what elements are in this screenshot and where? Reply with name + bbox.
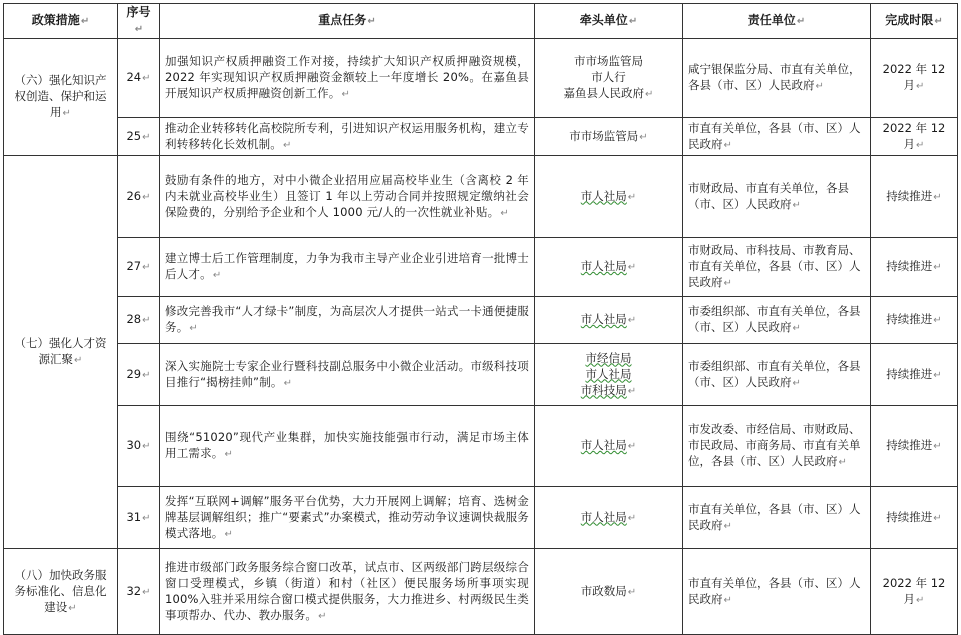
table-row (4, 118, 958, 156)
deadline-cell: 2022 年 12 月 ↵ (871, 549, 958, 635)
responsible-cell: 市委组织部、市直有关单位，各县（市、区）人民政府 ↵ (683, 344, 871, 406)
responsible-cell: 市委组织部、市直有关单位，各县（市、区）人民政府 ↵ (683, 297, 871, 344)
policy-table (3, 3, 958, 635)
lead-cell: 市人社局 ↵ (535, 297, 683, 344)
task-cell: 推动企业转移转化高校院所专利，引进知识产权运用服务机构，建立专利转移转化长效机制。 ↵ (160, 118, 535, 156)
deadline-cell: 持续推进 ↵ (871, 156, 958, 238)
row-number: 30 ↵ (118, 406, 160, 487)
task-cell: 建立博士后工作管理制度，力争为我市主导产业企业引进培育一批博士后人才。 ↵ (160, 238, 535, 297)
table-row (4, 487, 958, 549)
header-measure: 政策措施 ↵ (4, 4, 118, 39)
deadline-cell: 持续推进 ↵ (871, 297, 958, 344)
row-number: 28 ↵ (118, 297, 160, 344)
lead-cell: 市市场监管局 市人行 嘉鱼县人民政府 ↵ (535, 39, 683, 118)
responsible-cell: 市财政局、市直有关单位，各县（市、区）人民政府 ↵ (683, 156, 871, 238)
row-number: 29 ↵ (118, 344, 160, 406)
table-row (4, 238, 958, 297)
task-cell: 推进市级部门政务服务综合窗口改革，试点市、区两级部门跨层级综合窗口受理模式，乡镇（街道）和村（社区）便民服务场所事项实现 100%入驻并采用综合窗口模式提供服务，大力推进乡、村两级民生类事项帮办、代办、教办服务。 ↵ (160, 549, 535, 635)
table-row (4, 39, 958, 118)
table-row (4, 406, 958, 487)
row-number: 26 ↵ (118, 156, 160, 238)
header-responsible: 责任单位 ↵ (683, 4, 871, 39)
lead-cell: 市政数局 ↵ (535, 549, 683, 635)
responsible-cell: 市直有关单位，各县（市、区）人民政府 ↵ (683, 118, 871, 156)
task-cell: 加强知识产权质押融资工作对接，持续扩大知识产权质押融资规模，2022 年实现知识产权质押融资金额较上一年度增长 20%。在嘉鱼县开展知识产权质押融资创新工作。 ↵ (160, 39, 535, 118)
task-cell: 鼓励有条件的地方，对中小微企业招用应届高校毕业生（含离校 2 年内未就业高校毕业生）且签订 1 年以上劳动合同并按照规定缴纳社会保险费的，分别给予企业和个人 1000 元/人的一次性就业补贴。 ↵ (160, 156, 535, 238)
table-row (4, 297, 958, 344)
header-number: 序号 ↵ (118, 4, 160, 39)
responsible-cell: 市财政局、市科技局、市教育局、市直有关单位，各县（市、区）人民政府 ↵ (683, 238, 871, 297)
deadline-cell: 持续推进 ↵ (871, 238, 958, 297)
header-task: 重点任务 ↵ (160, 4, 535, 39)
deadline-cell: 2022 年 12 月 ↵ (871, 118, 958, 156)
deadline-cell: 2022 年 12 月 ↵ (871, 39, 958, 118)
responsible-cell: 市直有关单位，各县（市、区）人民政府 ↵ (683, 549, 871, 635)
header-lead: 牵头单位 ↵ (535, 4, 683, 39)
deadline-cell: 持续推进 ↵ (871, 406, 958, 487)
deadline-cell: 持续推进 ↵ (871, 487, 958, 549)
responsible-cell: 市直有关单位，各县（市、区）人民政府 ↵ (683, 487, 871, 549)
measure-cell: （六）强化知识产权创造、保护和运用 ↵ (4, 39, 118, 156)
task-cell: 发挥“互联网+调解”服务平台优势，大力开展网上调解；培育、选树金牌基层调解组织；推广“要素式”办案模式，推动劳动争议速调快裁服务模式落地。 ↵ (160, 487, 535, 549)
responsible-cell: 市发改委、市经信局、市财政局、市民政局、市商务局、市直有关单位，各县（市、区）人民政府 ↵ (683, 406, 871, 487)
row-number: 31 ↵ (118, 487, 160, 549)
table-row (4, 549, 958, 635)
row-number: 24 ↵ (118, 39, 160, 118)
task-cell: 围绕“51020”现代产业集群，加快实施技能强市行动，满足市场主体用工需求。 ↵ (160, 406, 535, 487)
lead-cell: 市人社局 ↵ (535, 238, 683, 297)
row-number: 25 ↵ (118, 118, 160, 156)
deadline-cell: 持续推进 ↵ (871, 344, 958, 406)
measure-cell: （七）强化人才资源汇聚 ↵ (4, 156, 118, 549)
lead-cell: 市人社局 ↵ (535, 406, 683, 487)
row-number: 27 ↵ (118, 238, 160, 297)
header-deadline: 完成时限 ↵ (871, 4, 958, 39)
task-cell: 修改完善我市“人才绿卡”制度，为高层次人才提供一站式一卡通便捷服务。 ↵ (160, 297, 535, 344)
table-row (4, 344, 958, 406)
table-row (4, 156, 958, 238)
row-number: 32 ↵ (118, 549, 160, 635)
responsible-cell: 咸宁银保监分局、市直有关单位，各县（市、区）人民政府 ↵ (683, 39, 871, 118)
lead-cell: 市经信局 市人社局 市科技局 ↵ (535, 344, 683, 406)
measure-cell: （八）加快政务服务标准化、信息化建设 ↵ (4, 549, 118, 635)
task-cell: 深入实施院士专家企业行暨科技副总服务中小微企业活动。市级科技项目推行“揭榜挂帅”制。 ↵ (160, 344, 535, 406)
lead-cell: 市市场监管局 ↵ (535, 118, 683, 156)
lead-cell: 市人社局 ↵ (535, 487, 683, 549)
lead-cell: 市人社局 ↵ (535, 156, 683, 238)
header-row (4, 4, 958, 39)
